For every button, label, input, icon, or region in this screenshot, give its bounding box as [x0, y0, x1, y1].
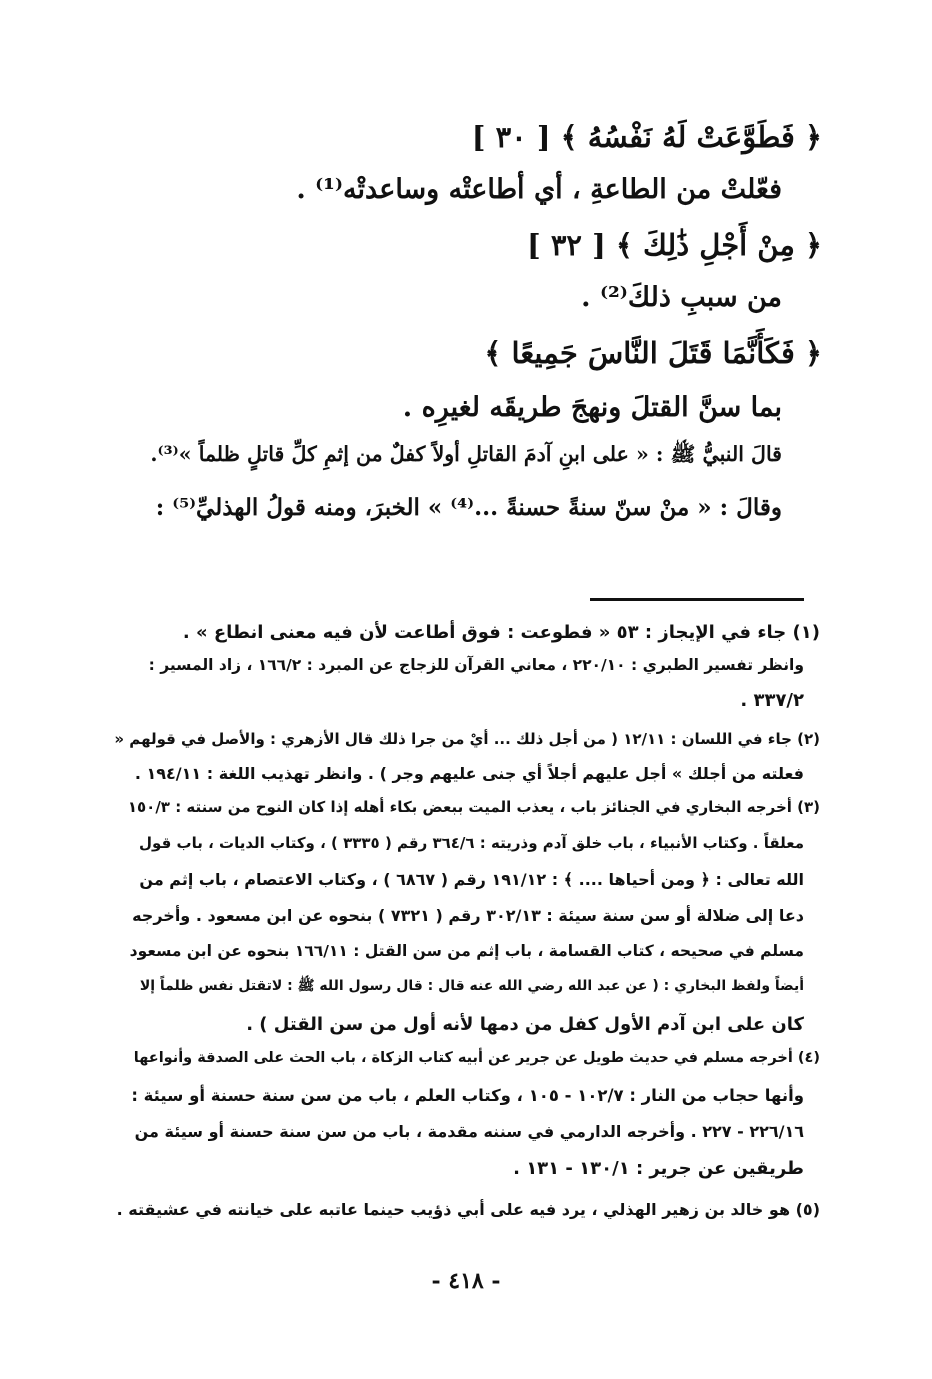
footnote-5-line-1: (٥) هو خالد بن زهير الهذلي ، يرد فيه على أبي ذؤيب حينما عاتبه على خيانته في عشيقته . — [116, 1200, 820, 1219]
footnote-1-line-2: وانظر تفسير الطبري : ٢٢٠/١٠ ، معاني القرآن للزجاج عن المبرد : ١٦٦/٢ ، زاد المسير : — [148, 656, 804, 674]
gloss-32b: بما سنَّ القتلَ ونهجَ طريقَه لغيرِه . — [402, 392, 782, 423]
footnote-separator — [590, 598, 804, 601]
footnote-4-line-4: طريقين عن جرير : ١٣٠/١ - ١٣١ . — [513, 1158, 804, 1179]
gloss-32: من سببِ ذلكَ⁽²⁾ . — [581, 282, 782, 313]
footnote-4-line-3: ٢٢٦/١٦ - ٢٢٧ . وأخرجه الدارمي في سننه مقدمة ، باب من سن سنة حسنة أو سيئة من — [134, 1122, 804, 1141]
footnote-2-line-2: فعلته من أجلك » أجل عليهم أجلاً أي جنى عليهم وجر ) . وانظر تهذيب اللغة : ١٩٤/١١ . — [134, 764, 804, 783]
footnote-4-line-2: وأنها حجاب من النار : ١٠٢/٧ - ١٠٥ ، وكتاب العلم ، باب من سن سنة حسنة أو سيئة : — [131, 1086, 804, 1105]
footnote-3-line-7: كان على ابن آدم الأول كفل من دمها لأنه أول من سن القتل ) . — [246, 1014, 804, 1035]
footnote-3-line-3: الله تعالى : ﴿ ومن أحياها .... ﴾ : ١٩١/١٢ رقم ( ٦٨٦٧ ) ، وكتاب الاعتصام ، باب إثم من — [139, 870, 804, 889]
footnote-2-line-1: (٢) جاء في اللسان : ١٢/١١ ( من أجل ذلك ... أيْ من جرا ذلك قال الأزهري : والأصل في قولهم « — [114, 730, 820, 748]
verse-32: ﴿ مِنْ أَجْلِ ذَٰلِكَ ﴾ [ ٣٢ ] — [526, 228, 822, 262]
footnote-3-line-1: (٣) أخرجه البخاري في الجنائز باب ، يعذب الميت ببعض بكاء أهله إذا كان النوح من سنته : ١٥٠/٣ — [127, 798, 820, 816]
footnote-1-line-1: (١) جاء في الإيجاز : ٥٣ « فطوعت : فوق أطاعت لأن فيه معنى انطاع » . — [182, 622, 820, 643]
gloss-30: فعّلتْ من الطاعةِ ، أي أطاعتْه وساعدتْه⁽¹⁾ . — [296, 174, 782, 205]
footnote-3-line-5: مسلم في صحيحه ، كتاب القسامة ، باب إثم من سن القتل : ١٦٦/١١ بنحوه عن ابن مسعود — [129, 942, 804, 960]
page-number: - ٤١٨ - — [431, 1268, 501, 1294]
footnote-3-line-2: معلقاً . وكتاب الأنبياء ، باب خلق آدم وذريته : ٣٦٤/٦ رقم ( ٣٣٣٥ ) ، وكتاب الديات ، باب قول — [139, 834, 804, 852]
footnote-4-line-1: (٤) أخرجه مسلم في حديث طويل عن جرير عن أبيه كتاب الزكاة ، باب الحث على الصدقة وأنواعها — [133, 1050, 820, 1066]
hadith-line-1: قالَ النبيُّ ﷺ : « على ابنِ آدمَ القاتلِ أولاً كفلٌ من إثمِ كلِّ قاتلٍ ظلماً »⁽³⁾. — [150, 442, 782, 466]
footnote-3-line-6: أيضاً ولفظ البخاري : ( عن عبد الله رضي الله عنه قال : قال رسول الله ﷺ : لاتقتل نفس ظلماً إلا — [139, 978, 804, 994]
verse-32b: ﴿ فَكَأَنَّمَا قَتَلَ النَّاسَ جَمِيعًا ﴾ — [484, 336, 822, 370]
verse-30: ﴿ فَطَوَّعَتْ لَهُ نَفْسُهُ ﴾ [ ٣٠ ] — [471, 120, 822, 154]
footnote-3-line-4: دعا إلى ضلالة أو سن سنة سيئة : ٣٠٢/١٣ رقم ( ٧٣٢١ ) بنحوه عن ابن مسعود . وأخرجه — [132, 906, 804, 925]
footnote-1-line-3: ٣٣٧/٢ . — [740, 690, 804, 711]
hadith-line-2: وقالَ : « منْ سنّ سنةً حسنةً ...⁽⁴⁾ » الخبرَ، ومنه قولُ الهذليِّ⁽⁵⁾ : — [155, 494, 782, 521]
